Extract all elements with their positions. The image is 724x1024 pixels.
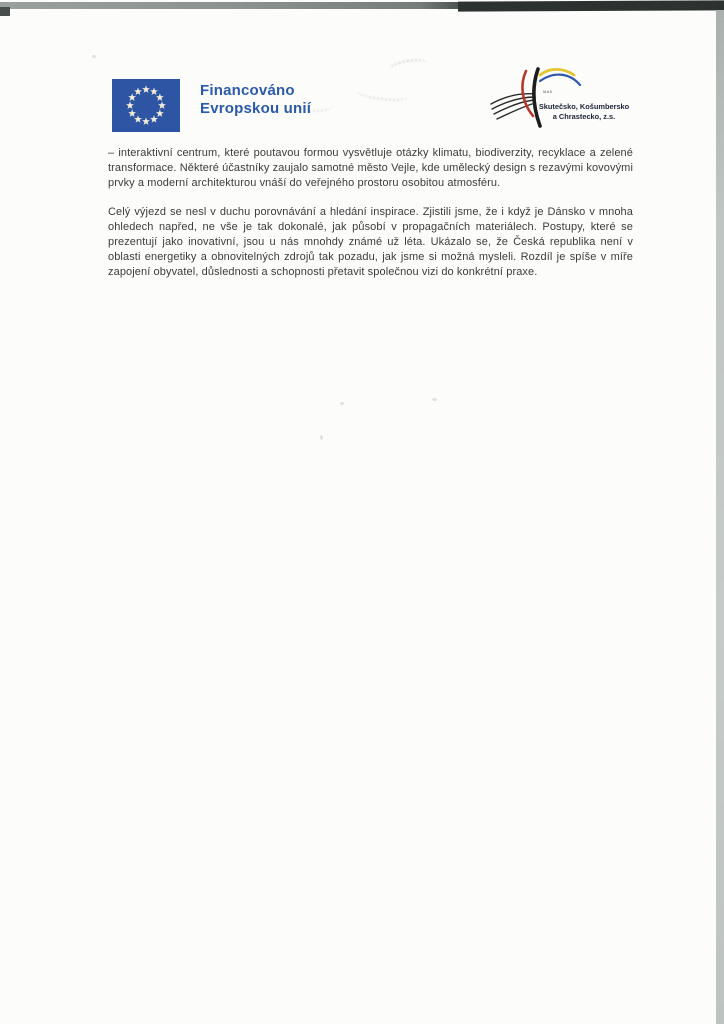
mas-logo-small-label: MAS <box>543 90 553 94</box>
eu-flag-stars <box>112 79 180 132</box>
scan-top-edge-dark <box>458 0 724 11</box>
scan-speck <box>340 402 344 405</box>
scan-right-edge <box>716 10 724 1024</box>
mas-logo-line1: Skutečsko, Košumbersko <box>538 102 630 111</box>
eu-funding-label <box>200 79 311 132</box>
eu-funding-line2: Evropskou unií <box>200 100 312 117</box>
pencil-smudge <box>387 57 429 78</box>
pencil-smudge <box>355 79 412 103</box>
scan-corner-notch <box>0 7 10 16</box>
mas-logo-icon <box>488 66 636 130</box>
paragraph-1: – interaktivní centrum, které poutavou formou vysvětluje otázky klimatu, biodiverzity, recyklace a zelené transformace. Některé účastníky zaujalo samotné město Vejle, kde umělecký design s rezavými kovovými prvky a moderní architekturou vnáší do veřejného prostoru osobitou atmosféru. <box>108 147 633 189</box>
paragraph-2: Celý výjezd se nesl v duchu porovnávání a hledání inspirace. Zjistili jsme, že i když je Dánsko v mnoha ohledech napřed, ne vše je tak dokonalé, jak působí v propagačních materiálech. Postupy, které se prezentují jako inovativní, jsou u nás mnohdy známé už léta. Ukázalo se, že Česká republika není v oblasti energetiky a obnovitelných zdrojů tak pozadu, jak jsme si možná mysleli. Rozdíl je spíše v míře zapojení obyvatel, důslednosti a schopnosti přetavit společnou vizi do konkrétní praxe. <box>108 206 633 278</box>
scan-speck <box>92 55 96 58</box>
scan-speck <box>432 398 437 401</box>
eu-flag-icon <box>112 79 180 132</box>
eu-funding-logo <box>112 79 311 132</box>
eu-funding-line1: Financováno <box>200 82 295 99</box>
mas-logo-line2: a Chrastecko, z.s. <box>552 112 616 121</box>
document-body <box>108 146 633 294</box>
scan-speck <box>320 435 323 440</box>
